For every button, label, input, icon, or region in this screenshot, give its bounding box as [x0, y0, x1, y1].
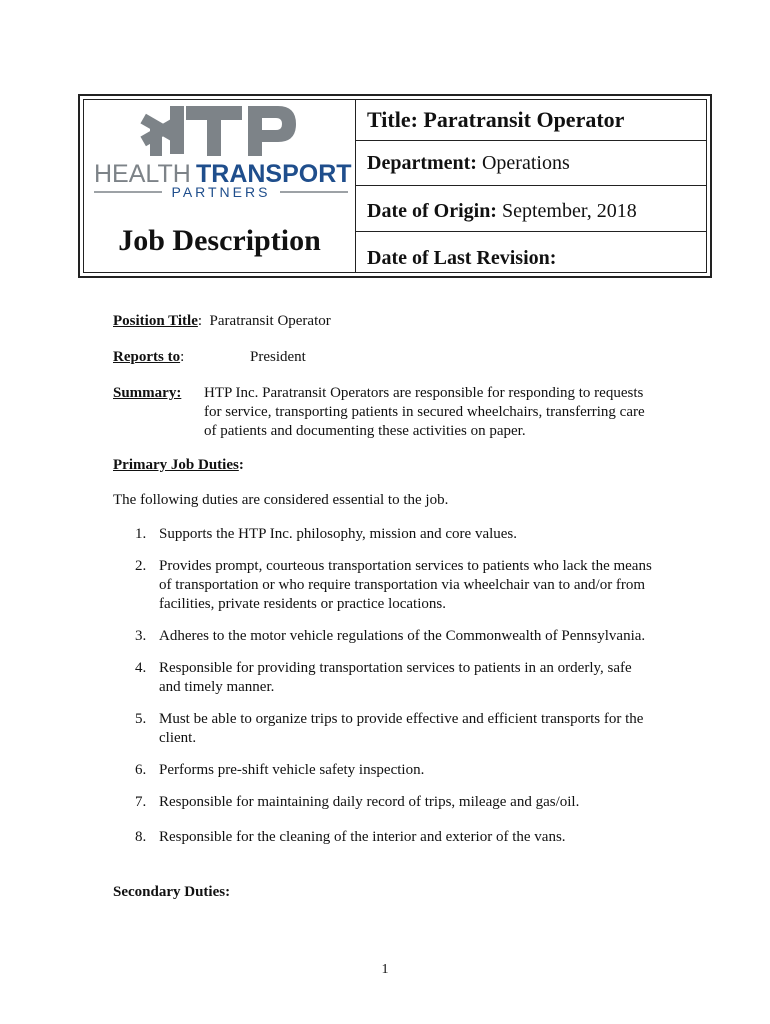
department-row: [356, 141, 706, 186]
list-item-number: 1.: [135, 526, 147, 542]
list-item: [135, 710, 665, 748]
position-title-value: Paratransit Operator: [209, 313, 331, 329]
list-item-line: Responsible for providing transportation services to patients in an orderly, safe: [159, 660, 632, 676]
list-item: [135, 659, 665, 697]
logo-name-part1: HEALTH: [94, 160, 191, 188]
list-item-line: Responsible for maintaining daily record of trips, mileage and gas/oil.: [159, 794, 580, 810]
list-item-line: Provides prompt, courteous transportation services to patients who lack the means: [159, 558, 652, 574]
list-item-line: Supports the HTP Inc. philosophy, mission and core values.: [159, 526, 518, 542]
primary-duties-heading-text: Primary Job Duties: [113, 457, 239, 473]
header-table: [78, 94, 712, 278]
summary-line: HTP Inc. Paratransit Operators are responsible for responding to requests: [204, 385, 644, 401]
reports-to-value: President: [250, 349, 306, 365]
summary-line: for service, transporting patients in secured wheelchairs, transferring care: [204, 404, 645, 420]
logo-name-part2: TRANSPORT: [196, 160, 352, 188]
primary-duties-heading: Primary Job Duties:: [113, 457, 244, 473]
list-item: [135, 525, 665, 544]
list-item-number: 2.: [135, 558, 147, 574]
revision-row: [356, 232, 706, 277]
star-of-life-icon: [140, 106, 184, 156]
origin-value: September, 2018: [501, 200, 637, 222]
list-item-number: 4.: [135, 660, 147, 676]
summary-line: of patients and documenting these activities on paper.: [204, 423, 526, 439]
list-item-number: 6.: [135, 762, 147, 778]
origin-row: [356, 186, 706, 232]
title-value: Paratransit Operator: [423, 107, 625, 132]
position-title-label: Position Title: [113, 313, 198, 329]
department-value: Operations: [481, 152, 570, 174]
origin-label: Date of Origin:: [367, 200, 497, 222]
logo-tagline: PARTNERS: [171, 184, 271, 198]
department-label: Department:: [367, 152, 477, 174]
list-item: [135, 793, 665, 812]
reports-to-line: Reports to:: [113, 349, 185, 365]
list-item-line: Responsible for the cleaning of the interior and exterior of the vans.: [159, 829, 566, 845]
list-item-line: Performs pre-shift vehicle safety inspection.: [159, 762, 425, 778]
title-row: [356, 100, 706, 141]
list-item-line: Adheres to the motor vehicle regulations of the Commonwealth of Pennsylvania.: [159, 628, 646, 644]
reports-to-label: Reports to: [113, 349, 181, 365]
title-label: Title:: [367, 107, 418, 132]
header-table-inner: [83, 99, 707, 273]
tp-letters: [186, 106, 296, 156]
summary-text: [204, 384, 674, 441]
list-item-line: Must be able to organize trips to provide effective and efficient transports for the: [159, 711, 644, 727]
list-item-number: 5.: [135, 711, 147, 727]
page-number: 1: [381, 962, 389, 977]
position-title-line: Position Title: Paratransit Operator: [113, 313, 331, 329]
company-logo: [90, 102, 352, 198]
list-item-line: and timely manner.: [159, 679, 275, 695]
document-type-heading: Job Description: [118, 224, 321, 257]
list-item-line: of transportation or who require transportation via wheelchair van to and/or from: [159, 577, 646, 593]
list-item-number: 8.: [135, 829, 147, 845]
list-item: [135, 557, 665, 614]
list-item: [135, 828, 665, 847]
list-item-number: 3.: [135, 628, 147, 644]
list-item: [135, 627, 665, 646]
list-item-line: facilities, private residents or practice locations.: [159, 596, 446, 612]
summary-label-text: Summary:: [113, 385, 182, 401]
primary-duties-list: [135, 525, 665, 847]
logo-cell: [84, 100, 356, 272]
list-item: [135, 761, 665, 780]
list-item-number: 7.: [135, 794, 147, 810]
summary-label: [113, 384, 181, 403]
primary-duties-intro: The following duties are considered essential to the job.: [113, 492, 449, 508]
secondary-duties-heading: Secondary Duties:: [113, 884, 231, 900]
revision-label: Date of Last Revision:: [367, 247, 557, 269]
list-item-line: client.: [159, 730, 197, 746]
